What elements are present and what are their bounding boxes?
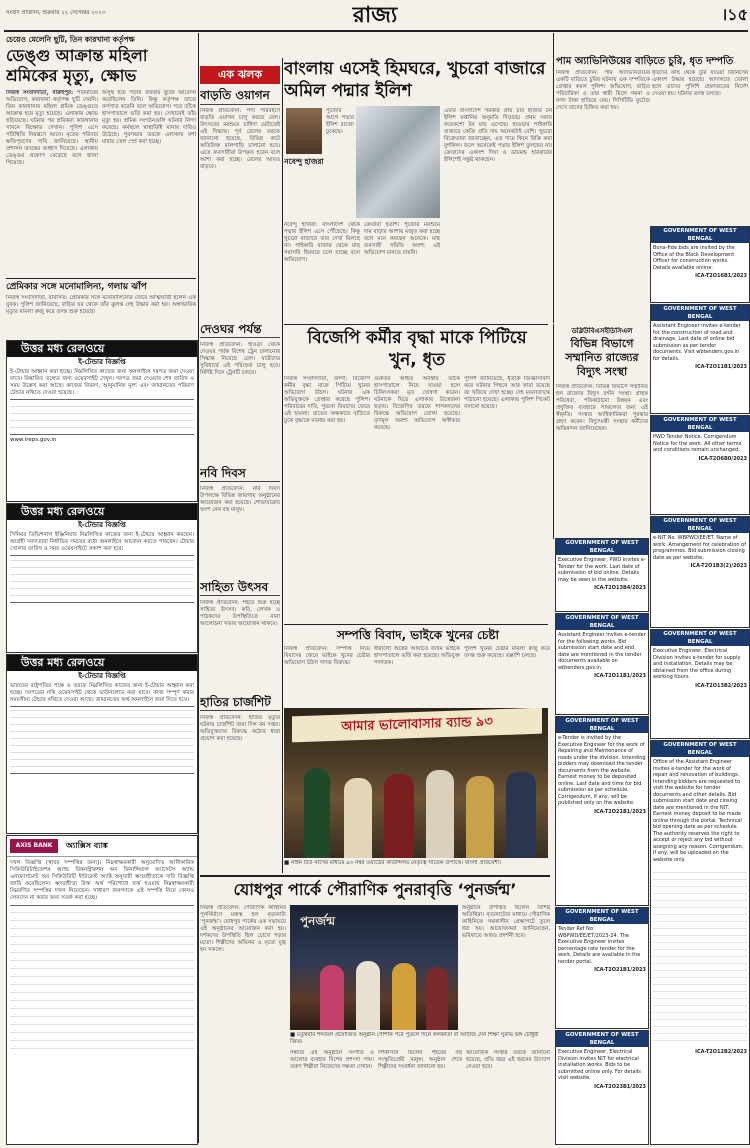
property-body-a: নিজস্ব প্রতিবেদন: সম্পত্তি নিয়ে বিবাদের জেরে ভাইকে খুনের চেষ্টার অভিযোগ উঠল দাদার বিরুদ্ধে। bbox=[284, 646, 370, 666]
govt-notice-3: GOVERNMENT OF WEST BENGAL PWD Tender Notice. Corrigendum Notice for the work. All other terms and conditions remain unchanged. ICA-T2O6B0/2023 bbox=[650, 415, 750, 515]
govt-notice-5: GOVERNMENT OF WEST BENGAL Executive Engineer, Electrical Division invites e-tender for supply and installation. Details may be obtained from the office during working hours. ICA-T2O13B2/2023 bbox=[650, 629, 750, 739]
govt-notice-1: GOVERNMENT OF WEST BENGAL Bona-fide bids are invited by the Office of the Block Development Officer for construction works. Details available online. ICA-T2O16B1/2023 bbox=[650, 226, 750, 303]
bjp-body-b: গুরুতর আহত অবস্থায় তাঁকে হাসপাতালে নিয়ে যাওয়া হলে চিকিৎসকরা মৃত ঘোষণা করেন। ঘটনাকে ঘিরে এলাকায় উত্তেজনা ছড়ায়। বিজেপির তরফে শাসকদলের বিরুদ্ধে অভিযোগ তোলা হয়েছে। তৃণমূল অবশ্য অভিযোগ অস্বীকার করেছে। bbox=[374, 376, 460, 431]
tender-1-ref: ICA-T2O13B4/2023 bbox=[594, 585, 646, 591]
section-title: রাজ্য bbox=[352, 3, 398, 28]
tender-1: GOVERNMENT OF WEST BENGAL Executive Engineer, PWD invites e-Tender for the work. Last date of submission of bid online. Details may be seen in the website. ICA-T2O13B4/2023 bbox=[555, 538, 649, 612]
jhalak-4-body: নিজস্ব প্রতিবেদন: শহরে শুরু হচ্ছে সাহিত্য উৎসব। কবি, লেখক ও পাঠকদের উপস্থিতিতে নানা আলোচনা সভার আয়োজন থাকবে। bbox=[200, 600, 280, 627]
bottom-photo: পুনর্জন্ম bbox=[290, 905, 458, 1030]
jhalak-3-body: নিজস্ব প্রতিবেদন: নবি দিবস উপলক্ষে বিভিন্ন জায়গায় অনুষ্ঠানের আয়োজন করা হয়েছে। শোভাযাত্রায় অংশ নেন বহু মানুষ। bbox=[200, 486, 280, 513]
lead-headline: বাংলায় এসেই হিমঘরে, খুচরো বাজারে অমিল পদ্মার ইলিশ bbox=[284, 59, 546, 101]
wbsedcl-kicker: ডব্লিউবিএসইডিসিএল bbox=[571, 327, 633, 335]
tender-5-title: GOVERNMENT OF WEST BENGAL bbox=[556, 1031, 648, 1047]
axis-bank-ad bbox=[6, 835, 198, 1145]
lead-author: নবেন্দু হাজরা bbox=[284, 157, 324, 166]
railway-ad-3-table bbox=[10, 706, 194, 774]
person-shape bbox=[506, 772, 536, 858]
railway-ad-3-name: উত্তর মধ্য রেলওয়ে bbox=[7, 655, 197, 671]
author-photo bbox=[286, 108, 322, 154]
tender-2-title: GOVERNMENT OF WEST BENGAL bbox=[556, 614, 648, 630]
jhalak-2-body: নিজস্ব প্রতিবেদন: হাওড়া থেকে দেওঘর পর্যন্ত বিশেষ ট্রেন চালানোর সিদ্ধান্ত নিয়েছে রেল। যাত্রীদের সুবিধার্থে এই পরিষেবা চালু হবে। নির্দিষ্ট দিনে ট্রেনটি চলবে। bbox=[200, 342, 280, 376]
person-shape bbox=[356, 961, 380, 1030]
bottom-body-e: আয়োজক সংস্থার তরফে জানানো হয়েছে, প্রতি বছর এই ধরনের উদ্যোগ নেওয়া হবে। bbox=[466, 1050, 550, 1070]
bjp-body-c: পুলিশ জানিয়েছে, ধৃতকে জিজ্ঞাসাবাদ করে ঘটনার পিছনে আর কারা রয়েছে তা খতিয়ে দেখা হচ্ছে। দেহ ময়নাতদন্তে পাঠানো হয়েছে। এলাকায় পুলিশ পিকেট বসানো হয়েছে। bbox=[464, 376, 550, 410]
lead-body-a: পুজোর আগে পদ্মার ইলিশ রাজ্যে ঢুকেছে। bbox=[326, 108, 354, 135]
person-shape bbox=[392, 963, 416, 1030]
col1-kicker: চেয়েও মেলেনি ছুটি, তিন কারখানা কর্তৃপক্ষ bbox=[6, 35, 135, 44]
property-headline: সম্পত্তি বিবাদ, ভাইকে খুনের চেষ্টা bbox=[336, 628, 500, 642]
railway-ad-1-table bbox=[10, 399, 194, 435]
govt-notice-6-title: GOVERNMENT OF WEST BENGAL bbox=[651, 741, 749, 757]
jhalak-3-headline: নবি দিবস bbox=[200, 466, 280, 482]
bjp-body-a: নিজস্ব সংবাদদাতা, বনগাঁ: বিজেপি কর্মীর বৃদ্ধা মাকে পিটিয়ে খুনের অভিযোগ উঠল। ঘটনায় এক অভিযুক্তকে গ্রেপ্তার করেছে পুলিশ। পরিবারের দাবি, পুরনো বিবাদের জেরে এই হামলা। রাতের অন্ধকারে বাড়িতে ঢুকে বৃদ্ধাকে মারধর করা হয়। bbox=[284, 376, 370, 424]
wbsedcl-body: নিজস্ব প্রতিবেদন: বিভিন্ন বিভাগে সম্মানিত হল রাজ্যের বিদ্যুৎ বণ্টন সংস্থা। গ্রাহক পরিষেবা, পরিকাঠামো উন্নয়ন এবং প্রযুক্তির ব্যবহারে সাফল্যের জন্য এই স্বীকৃতি। সংস্থার আধিকারিকরা পুরস্কার গ্রহণ করেন। বিদ্যুৎমন্ত্রী সংস্থার কর্মীদের অভিনন্দন জানিয়েছেন। bbox=[556, 384, 648, 432]
railway-ad-1 bbox=[6, 340, 198, 502]
bjp-headline: বিজেপি কর্মীর বৃদ্ধা মাকে পিটিয়ে খুন, ধৃত bbox=[307, 328, 527, 370]
jhalak-1-body: নিজস্ব প্রতিবেদন: পণ্য পরিবহণে বাড়তি ওয়াগন চালু করছে রেল। উৎসবের মরশুমে চাহিদা মেটাতেই এই সিদ্ধান্ত। পূর্ব রেলের তরফে জানানো হয়েছে, বিভিন্ন রুটে অতিরিক্ত মালগাড়ি চালানো হবে। এতে ব্যবসায়ীরা উপকৃত হবেন বলে আশা করা হচ্ছে। রেলের আয়ও বাড়বে। bbox=[200, 108, 280, 170]
lead-body-b: নবেন্দু হাজরা: বাংলাদেশ থেকে পদ্মার ইলিশ এসে পৌঁছেছে। কিন্তু খুচরো বাজারে তার দেখা মিলছে না। পাইকারি বাজার থেকে মাছ সরাসরি হিমঘরে চলে যাচ্ছে বলে অভিযোগ। bbox=[284, 222, 360, 263]
person-shape bbox=[426, 770, 454, 858]
lead-body-c: ক্রেতারা হতাশ। পুজোর মরশুমে দাম বাড়ার আশায় মজুত করা হচ্ছে বলে মনে করছেন অনেকে। মাছ ব্যবসায়ী সমিতি অবশ্য এই অভিযোগ মানতে চায়নি। bbox=[364, 222, 440, 256]
palm-body-a: নিজস্ব প্রতিবেদন: পাম অ্যাভিনিউয়ের একটি বাড়িতে চুরির ঘটনায় এক দম্পতিকে গ্রেপ্তার করল পুলিশ। অভিযোগ, বাড়ির পরিচারিকা ও তার স্বামী মিলে গয়না ও নগদ টাকা হাতিয়ে নেয়। সিসিটিভি ফুটেজ দেখে তাদের চিহ্নিত করা হয়। bbox=[556, 70, 650, 111]
railway-ad-2-name: উত্তর মধ্য রেলওয়ে bbox=[7, 504, 197, 520]
date-line: সংবাদ প্রতিদিন, শুক্রবার ২২ সেপ্টেম্বর ২০২৩ bbox=[6, 10, 106, 16]
header-rule bbox=[4, 30, 748, 32]
palm-headline: পাম অ্যাভিনিউয়ের বাড়িতে চুরি, ধৃত দম্পতি bbox=[556, 56, 734, 67]
govt-notice-1-ref: ICA-T2O16B1/2023 bbox=[695, 273, 747, 279]
tender-5-ref: ICA-T2O23B1/2023 bbox=[594, 1083, 646, 1090]
jhalak-2-headline: দেওঘর পর্যন্ত bbox=[200, 322, 280, 338]
event-photo-sign: আমার ভালোবাসার ব্যান্ড ৯৩ bbox=[292, 708, 542, 742]
bottom-body-a: নিজস্ব প্রতিবেদন: পৌরাণিক কাহিনির পুনর্নির্মাণে মঞ্চস্থ হল নৃত্যনাট্য ‘পুনর্জন্ম’। যোধপুর পার্কের এক সভাঘরে এই অনুষ্ঠানের আয়োজন করা হয়। দর্শকদের উপস্থিতি ছিল চোখে পড়ার মতো। শিল্পীদের অভিনয় ও নৃত্যে মুগ্ধ হন সকলে। bbox=[200, 905, 286, 953]
col1-story2-headline: প্রেমিকার সঙ্গে মনোমালিন্য, গলায় ঝাঁপ bbox=[6, 282, 147, 292]
bottom-body-d: দর্শকাসনে ছিলেন শহরের বহু সংস্কৃতিপ্রেমী মানুষ। অনুষ্ঠান শেষে শিল্পীদের সংবর্ধনা জানানো হয়। bbox=[378, 1050, 462, 1070]
jhalak-1-headline: বাড়তি ওয়াগন bbox=[200, 88, 280, 105]
govt-notice-4-ref: ICA-T2O1B3(2)/2023 bbox=[690, 563, 747, 569]
govt-notice-2: GOVERNMENT OF WEST BENGAL Assistant Engineer invites e-tender for the construction of road and drainage. Last date of online bid submission as per tender documents. Visit wbtenders.gov.in for details. ICA-T2O11B1/2023 bbox=[650, 304, 750, 414]
railway-ad-2-notice: ই-টেন্ডার বিজ্ঞপ্তি bbox=[78, 521, 126, 529]
col1-byline: নিজস্ব সংবাদদাতা, বারুইপুর: bbox=[6, 90, 74, 96]
railway-ad-2 bbox=[6, 503, 198, 653]
jhalak-4-headline: সাহিত্য উৎসব bbox=[200, 580, 280, 596]
tender-4: GOVERNMENT OF WEST BENGAL Tender Ref No: WBPWD/EE/ET/2023-24. The Executive Engineer invites percentage rate tender for the work. Details are available in the tender portal. ICA-T2O21B1/2023 bbox=[555, 907, 649, 1029]
govt-notice-4: GOVERNMENT OF WEST BENGAL e-NIT No. WBPWD/EE/ET. Name of work: Arrangement for celebration of programmes. Bid submission closing date as per website. ICA-T2O1B3(2)/2023 bbox=[650, 516, 750, 628]
person-shape bbox=[466, 776, 494, 858]
lead-body-d: এবার বাংলাদেশ সরকার প্রায় চার হাজার টন ইলিশ রপ্তানির অনুমতি দিয়েছে। প্রথম দফায় কয়েকশো টন মাছ এসেছে। হাওড়ার পাইকারি বাজারে কেজি প্রতি দাম অনেকটাই বেশি। খুচরো বিক্রেতারা জানাচ্ছেন, এত দামে কিনে বিক্রি করা মুশকিল। ফলে অনেকেই পদ্মার ইলিশ তুলছেন না। ক্রেতাদের একাংশ দিঘা ও ডায়মন্ড হারবারের ইলিশেই সন্তুষ্ট থাকছেন। bbox=[444, 108, 552, 163]
bottom-photo-caption: ■ চতুর্থবার শব্দজল প্রযোজিত অনুষ্ঠান পোশাক পর্বে পুত্রলে দিনে কলকাতা বা আর্টিজ দেন শিক্ষা সুরভি ভঙ্গ চৌধুরী জিত। bbox=[290, 1032, 539, 1045]
bottom-body-b: অনুষ্ঠানে উপস্থিত ছিলেন বিশিষ্ট অতিথিরা। নৃত্যনাট্যের মাধ্যমে পৌরাণিক কাহিনিকে সমকালীন প্রেক্ষাপটে তুলে ধরা হয়। আয়োজকরা জানিয়েছেন, ভবিষ্যতে আরও প্রদর্শনী হবে। bbox=[462, 905, 550, 939]
tender-4-title: GOVERNMENT OF WEST BENGAL bbox=[556, 908, 648, 924]
railway-ad-3 bbox=[6, 654, 198, 834]
govt-notice-6-ref: ICA-T2O12B2/2023 bbox=[695, 1049, 747, 1055]
govt-notice-3-title: GOVERNMENT OF WEST BENGAL bbox=[651, 416, 749, 432]
jhalak-5-body: নিজস্ব প্রতিবেদন: হাতির মৃত্যুর ঘটনায় চার্জশিট জমা দিল বন দপ্তর। অভিযুক্তদের বিরুদ্ধে কঠোর ধারা প্রয়োগ করা হয়েছে। bbox=[200, 715, 280, 742]
event-photo bbox=[284, 708, 548, 858]
tender-4-ref: ICA-T2O21B1/2023 bbox=[594, 967, 646, 973]
person-shape bbox=[426, 967, 448, 1030]
col1-body-left: নিজস্ব সংবাদদাতা, বারুইপুর: পরিবারের অভিযোগ, কারখানা কর্তৃপক্ষ ছুটি দেয়নি। তিন কারখানার মহিলা শ্রমিক ডেঙ্গুতে আক্রান্ত হয়ে মৃত্যু হয়েছে। এলাকায় ক্ষোভ ছড়িয়েছে। ঘটনার পর শ্রমিকরা কারখানার সামনে বিক্ষোভ দেখান। পুলিশ এসে পরিস্থিতি নিয়ন্ত্রণে আনে। মৃতের পরিবার ক্ষতিপূরণের দাবি জানিয়েছে। স্থানীয় প্রশাসন তদন্তের আশ্বাস দিয়েছে। এলাকায় ডেঙ্গুর প্রকোপ বেড়েছে বলে জানা গিয়েছে। bbox=[6, 90, 98, 166]
person-shape bbox=[344, 778, 372, 858]
axis-bank-logo: AXIS BANK bbox=[10, 839, 58, 853]
tender-1-title: GOVERNMENT OF WEST BENGAL bbox=[556, 539, 648, 555]
person-shape bbox=[304, 768, 330, 858]
tender-2-ref: ICA-T2O11B1/2023 bbox=[594, 673, 646, 679]
tender-3-ref: ICA-T2O21B1/2023 bbox=[594, 808, 646, 815]
railway-ad-1-name: উত্তর মধ্য রেলওয়ে bbox=[7, 341, 197, 357]
tender-3-title: GOVERNMENT OF WEST BENGAL bbox=[556, 717, 648, 733]
person-shape bbox=[384, 774, 414, 858]
tender-2: GOVERNMENT OF WEST BENGAL Assistant Engineer invites e-tender for the following works. Bid submission start date and end date are mentioned in the tender documents available on wbtenders.gov.in. ICA-T2O11B1/2023 bbox=[555, 613, 649, 715]
col1-story2-body: নিজস্ব সংবাদদাতা, বারাসত: প্রেমিকার সঙ্গে মনোমালিন্যের জেরে আত্মঘাতী হলেন এক যুবক। পুলিশ জানিয়েছে, বাড়ির ঘর থেকে তাঁর ঝুলন্ত দেহ উদ্ধার করা হয়। অস্বাভাবিক মৃত্যুর মামলা রুজু করে তদন্ত শুরু হয়েছে। bbox=[6, 295, 196, 315]
axis-bank-notice: অ্যাক্সিস ব্যাঙ্ক bbox=[66, 841, 108, 850]
col1-body-right: অসুস্থ হয়ে পড়ায় বারবার ছুটির আবেদন করেছিলেন তিনি। কিন্তু কর্তৃপক্ষ তাতে কর্ণপাত করেনি বলে অভিযোগ। পরে তাঁকে হাসপাতালে ভর্তি করা হয়। সেখানেই তাঁর মৃত্যু হয়। শ্রমিক সংগঠনগুলি ঘটনার নিন্দা করেছে। কর্মস্থলে স্বাস্থ্যবিধি মানার দাবিও উঠেছে। পুরসভার তরফে এলাকায় মশা মারার তেল স্প্রে করা হচ্ছে। bbox=[102, 90, 196, 145]
railway-ad-1-body: ই-টেন্ডার আহ্বান করা হচ্ছে। নিম্নলিখিত কাজের জন্য অনলাইনে দরপত্র জমা দেওয়া যাবে। বিস্তারিত তথ্যের জন্য ওয়েবসাইট দেখুন। দরপত্র জমা দেওয়ার শেষ তারিখ ও সময় উল্লেখ করা আছে। কাজের বিবরণ, আনুমানিক মূল্য এবং জামানতের পরিমাণ টেন্ডার নথিতে দেওয়া হয়েছে। bbox=[10, 369, 194, 396]
col1-headline: ডেঙ্গু আক্রান্ত মহিলা শ্রমিকের মৃত্যু, ক্ষোভ bbox=[6, 46, 148, 85]
govt-notice-2-ref: ICA-T2O11B1/2023 bbox=[695, 364, 747, 370]
person-shape bbox=[320, 965, 344, 1030]
govt-notice-5-title: GOVERNMENT OF WEST BENGAL bbox=[651, 630, 749, 646]
railway-ad-3-body: ভারতের রাষ্ট্রপতির পক্ষে ও তরফে নিম্নলিখিত কাজের জন্য ই-টেন্ডার আহ্বান করা হচ্ছে। দরপত্রের নথি ওয়েবসাইট থেকে ডাউনলোড করা যাবে। কাজ সম্পূর্ণ করার সময়সীমা টেন্ডার নথিতে দেওয়া আছে। জামানতের অর্থ অনলাইনে জমা দিতে হবে। bbox=[10, 683, 194, 703]
bottom-body-c: সন্ধ্যার এই অনুষ্ঠানে সংগীত ও আলোর ব্যবহার বিশেষ প্রশংসা পায়। তরুণ শিল্পীরা নিজেদের দক্ষতা দেখান। bbox=[290, 1050, 374, 1070]
page-number: ।১৫ bbox=[721, 5, 748, 24]
ek-jhalak-label: এক ঝলক bbox=[200, 66, 280, 84]
railway-ad-2-body: সিনিয়র ডিভিশনাল ইঞ্জিনিয়ার নিম্নলিখিত কাজের জন্য ই-টেন্ডার আহ্বান করছেন। আগ্রহী দরদাতারা নির্ধারিত সময়ের মধ্যে অনলাইনে আবেদন করতে পারবেন। টেন্ডার খোলার তারিখ ও সময় ওয়েবসাইটে প্রকাশ করা হবে। bbox=[10, 532, 194, 552]
bottom-headline: যোধপুর পার্কে পৌরাণিক পুনরাবৃত্তি ‘পুনর্জন্ম’ bbox=[233, 880, 517, 899]
tender-5: GOVERNMENT OF WEST BENGAL Executive Engineer, Electrical Division invites NIT for electrical installation works. Bids to be submitted online only. For details visit website. ICA-T2O23B1/2023 bbox=[555, 1030, 649, 1145]
govt-notice-2-title: GOVERNMENT OF WEST BENGAL bbox=[651, 305, 749, 321]
palm-body-b: ধৃতদের কাছ থেকে চুরি যাওয়া জিনিসের একাংশ উদ্ধার হয়েছে। আদালতে তোলা হলে তাদের পুলিশি হেফাজতের নির্দেশ দেওয়া হয়। ঘটনার তদন্ত চলছে। bbox=[652, 70, 748, 97]
railway-ad-3-notice: ই-টেন্ডার বিজ্ঞপ্তি bbox=[78, 672, 126, 680]
event-photo-caption: ■ নাইন টিউ নাগের মাধ্যমে ৯৩ নম্বর ওয়ার্ডের কাউন্সিলর নেতৃত্বে সাতেক উপাত্তে। বাংলা প্রতিবেশী। bbox=[284, 860, 502, 866]
govt-notice-6: GOVERNMENT OF WEST BENGAL Office of the Assistant Engineer invites e-tender for the work of repair and renovation of buildings. Intending bidders are requested to visit the website for tender documents and other details. Bid submission start date and closing date are mentioned in the NIT. Earnest money deposit to be made online through the portal. Technical bid opening date as per schedule. The authority reserves the right to accept or reject any bid without assigning any reason. Corrigendum, if any, will be uploaded on the website only. ICA-T2O12B2/2023 bbox=[650, 740, 750, 1145]
railway-ad-1-foot: www.ireps.gov.in bbox=[10, 437, 57, 443]
govt-notice-4-title: GOVERNMENT OF WEST BENGAL bbox=[651, 517, 749, 533]
property-body-c: পুলিশ খুনের চেষ্টার মামলা রুজু করে তদন্ত শুরু করেছে। তল্লাশি চলছে। bbox=[464, 646, 550, 659]
govt-notice-3-ref: ICA-T2O6B0/2023 bbox=[698, 455, 747, 462]
property-body-b: ধারালো অস্ত্রের আঘাতে জখম ভাইকে হাসপাতালে ভর্তি করা হয়েছে। অভিযুক্ত পলাতক। bbox=[374, 646, 460, 666]
wbsedcl-headline: বিভিন্ন বিভাগে সম্মানিত রাজ্যের বিদ্যুৎ সংস্থা bbox=[565, 337, 639, 378]
tender-3: GOVERNMENT OF WEST BENGAL e-Tender is invited by the Executive Engineer for the work of Repairing and Maintenance of roads under the division. Intending bidders may download the tender documents from the website. Earnest money to be deposited online. Last date and time for bid submission as per schedule. Corrigendum, if any, will be published only on the website. ICA-T2O21B1/2023 bbox=[555, 716, 649, 906]
govt-notice-1-title: GOVERNMENT OF WEST BENGAL bbox=[651, 227, 749, 243]
railway-ad-2-table bbox=[10, 555, 194, 603]
axis-bank-body: দখল বিজ্ঞপ্তি (স্থাবর সম্পত্তির জন্য)। নিম্নস্বাক্ষরকারী অনুমোদিত আধিকারিক সিকিউরিটাইজেশন অ্যান্ড রিকনস্ট্রাকশন অব ফিনান্সিয়াল অ্যাসেটস অ্যান্ড এনফোর্সমেন্ট অব সিকিউরিটি ইন্টারেস্ট অ্যাক্ট অনুযায়ী ঋণগ্রহীতাকে দাবি বিজ্ঞপ্তি জারি করেছিলেন। ঋণগ্রহীতা উক্ত অর্থ পরিশোধে ব্যর্থ হওয়ায় নিম্নস্বাক্ষরকারী নিম্নবর্ণিত সম্পত্তির দখল নিয়েছেন। সাধারণ জনগণকে এই সম্পত্তি নিয়ে কোনও লেনদেন না করার জন্য সতর্ক করা হচ্ছে। bbox=[10, 860, 194, 901]
railway-ad-1-notice: ই-টেন্ডার বিজ্ঞপ্তি bbox=[78, 358, 126, 366]
jhalak-5-headline: হাতির চার্জশিট bbox=[200, 695, 280, 711]
govt-notice-5-ref: ICA-T2O13B2/2023 bbox=[695, 682, 747, 689]
hilsa-photo bbox=[356, 106, 440, 218]
axis-bank-table bbox=[10, 905, 194, 1056]
